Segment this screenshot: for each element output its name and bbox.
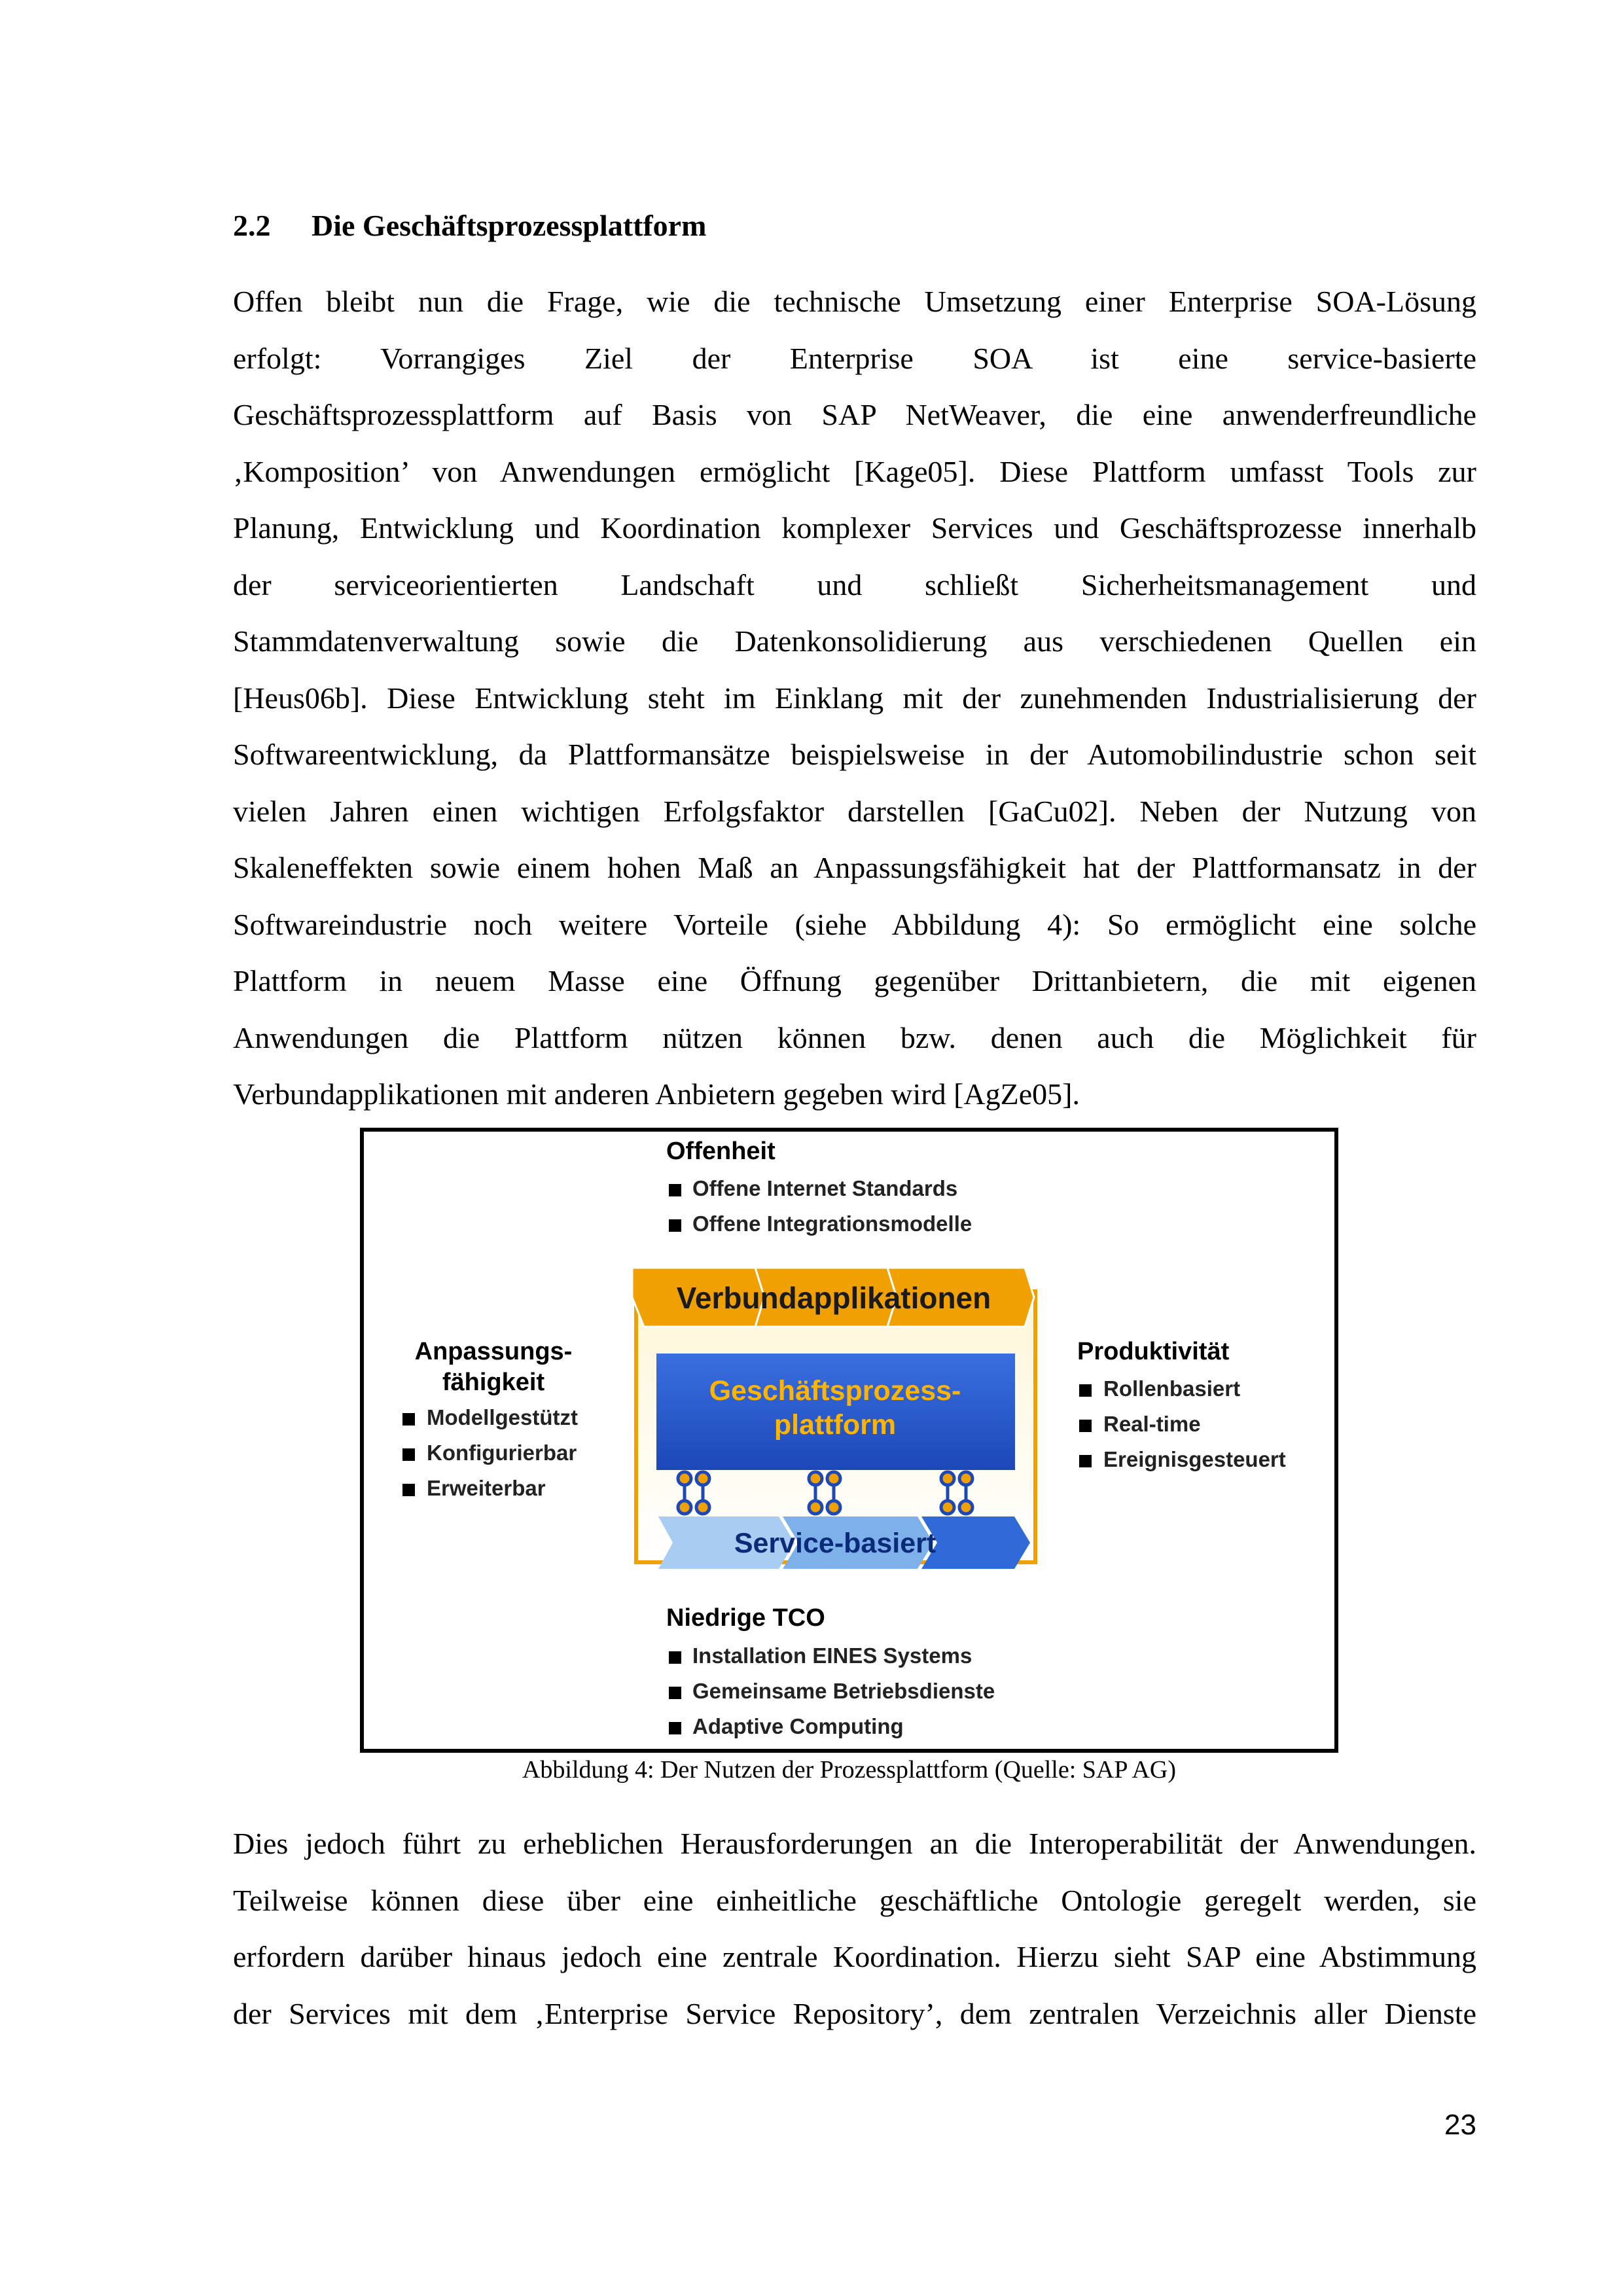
- page-number: 23: [1444, 2109, 1476, 2141]
- offenheit-item: Offene Integrationsmodelle: [692, 1211, 972, 1236]
- text-line: Planung, Entwicklung und Koordination komplexer Services und Geschäftsprozesse innerhalb: [233, 511, 1476, 545]
- text-line: Softwareentwicklung, da Plattformansätze beispielsweise in der Automobilindustrie schon seit: [233, 738, 1476, 771]
- bullet-icon: [1079, 1384, 1092, 1397]
- verbund-label: Verbundapplikationen: [676, 1281, 991, 1315]
- text-line: Plattform in neuem Masse eine Öffnung gegenüber Drittanbietern, die mit eigenen: [233, 964, 1476, 997]
- text-line: erfordern darüber hinaus jedoch eine zentrale Koordination. Hierzu sieht SAP eine Abstimmung: [233, 1940, 1476, 1973]
- text-line: Softwareindustrie noch weitere Vorteile (siehe Abbildung 4): So ermöglicht eine solche: [233, 907, 1476, 941]
- figure-caption: Abbildung 4: Der Nutzen der Prozessplattform (Quelle: SAP AG): [522, 1756, 1177, 1784]
- text-line: erfolgt: Vorrangiges Ziel der Enterprise SOA ist eine service-basierte: [233, 341, 1476, 375]
- offenheit-item: Offene Internet Standards: [692, 1176, 958, 1200]
- text-line: der serviceorientierten Landschaft und schließt Sicherheitsmanagement und: [233, 567, 1476, 601]
- anpassung-title-line2: fähigkeit: [442, 1369, 545, 1396]
- platform-label-line1: Geschäftsprozess-: [709, 1375, 961, 1407]
- figure-process-platform: [360, 1128, 1338, 1753]
- text-line: vielen Jahren einen wichtigen Erfolgsfaktor darstellen [GaCu02]. Neben der Nutzung von: [233, 794, 1476, 828]
- produktivitaet-item: Rollenbasiert: [1103, 1376, 1241, 1401]
- section-number: 2.2: [233, 209, 271, 242]
- text-line: Skaleneffekten sowie einem hohen Maß an Anpassungsfähigkeit hat der Plattformansatz in der: [233, 851, 1476, 884]
- text-line: Dies jedoch führt zu erheblichen Herausforderungen an die Interoperabilität der Anwendungen.: [233, 1827, 1476, 1860]
- anpassung-title-line1: Anpassungs-: [414, 1338, 573, 1365]
- bullet-icon: [402, 1484, 415, 1496]
- text-line: Teilweise können diese über eine einheitliche geschäftliche Ontologie geregelt werden, sie: [233, 1883, 1476, 1917]
- text-line: der Services mit dem ‚Enterprise Service Repository’, dem zentralen Verzeichnis aller Dienste: [233, 1996, 1476, 2030]
- bullet-icon: [669, 1651, 681, 1664]
- tco-title: Niedrige TCO: [666, 1604, 825, 1632]
- text-line: ‚Komposition’ von Anwendungen ermöglicht [Kage05]. Diese Plattform umfasst Tools zur: [233, 454, 1476, 488]
- bullet-icon: [402, 1413, 415, 1426]
- text-line: Stammdatenverwaltung sowie die Datenkonsolidierung aus verschiedenen Quellen ein: [233, 624, 1476, 658]
- section-heading: [233, 208, 706, 243]
- text-line: Verbundapplikationen mit anderen Anbietern gegeben wird [AgZe05].: [233, 1077, 1080, 1111]
- paragraph-1: [233, 274, 1476, 1123]
- service-label: Service-basiert: [734, 1528, 936, 1559]
- anpassung-item: Modellgestützt: [427, 1405, 578, 1429]
- bullet-icon: [669, 1184, 681, 1196]
- anpassung-item: Erweiterbar: [427, 1476, 546, 1500]
- produktivitaet-item: Ereignisgesteuert: [1103, 1447, 1286, 1471]
- text-line: [Heus06b]. Diese Entwicklung steht im Einklang mit der zunehmenden Industrialisierung der: [233, 681, 1476, 715]
- text-line: Offen bleibt nun die Frage, wie die technische Umsetzung einer Enterprise SOA-Lösung: [233, 285, 1476, 318]
- paragraph-2: [233, 1816, 1476, 2042]
- bullet-icon: [669, 1687, 681, 1699]
- tco-item: Adaptive Computing: [692, 1714, 904, 1738]
- tco-item: Gemeinsame Betriebsdienste: [692, 1679, 995, 1703]
- bullet-icon: [669, 1722, 681, 1734]
- text-line: Geschäftsprozessplattform auf Basis von SAP NetWeaver, die eine anwenderfreundliche: [233, 398, 1476, 431]
- section-title: Die Geschäftsprozessplattform: [312, 209, 707, 242]
- bullet-icon: [1079, 1420, 1092, 1432]
- bullet-icon: [1079, 1455, 1092, 1467]
- tco-item: Installation EINES Systems: [692, 1643, 972, 1668]
- offenheit-title: Offenheit: [666, 1138, 776, 1165]
- text-line: Anwendungen die Plattform nützen können bzw. denen auch die Möglichkeit für: [233, 1020, 1476, 1054]
- bullet-icon: [402, 1448, 415, 1461]
- figure-diagram: [364, 1132, 1334, 1749]
- bullet-icon: [669, 1219, 681, 1232]
- anpassung-item: Konfigurierbar: [427, 1441, 577, 1465]
- platform-label-line2: plattform: [774, 1409, 897, 1441]
- produktivitaet-title: Produktivität: [1077, 1338, 1230, 1365]
- produktivitaet-item: Real-time: [1103, 1412, 1201, 1436]
